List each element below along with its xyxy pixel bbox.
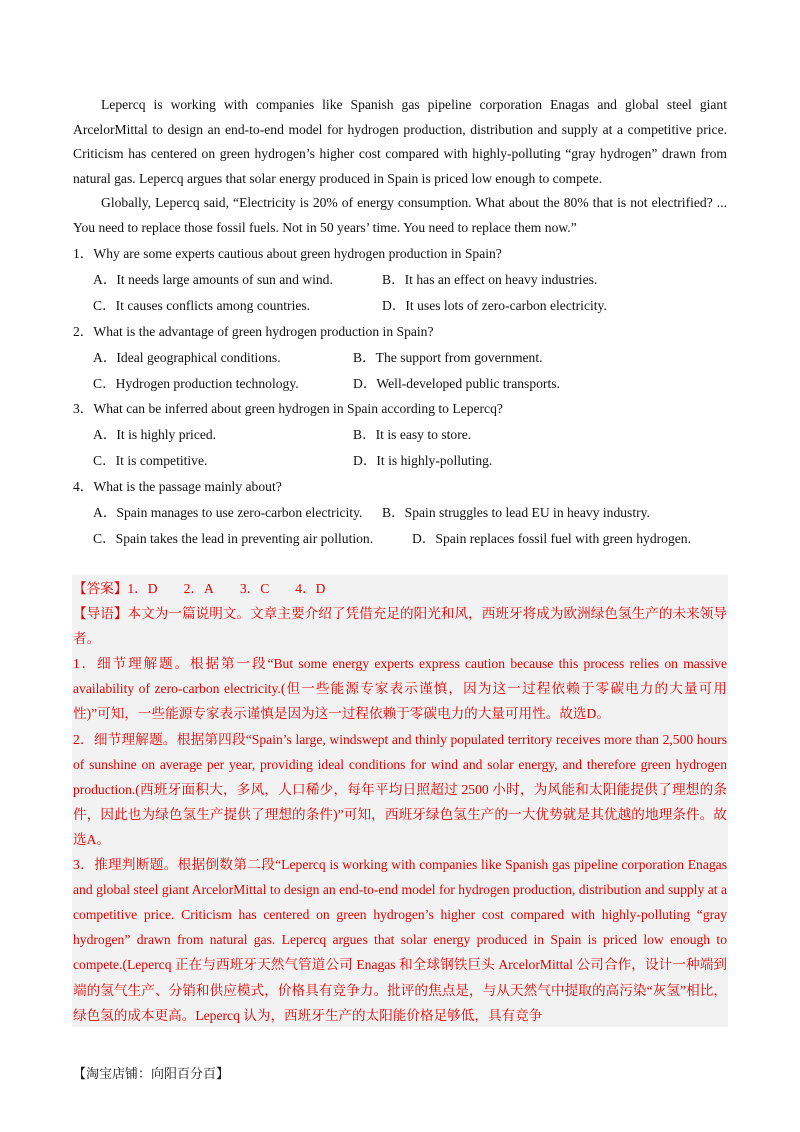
option-row (73, 500, 733, 526)
answer-key (73, 576, 727, 601)
option-row (73, 371, 733, 397)
option-d: D．It is highly-polluting. (353, 453, 493, 469)
question-stem: 2．What is the advantage of green hydrogen production in Spain? (73, 323, 434, 339)
answer-3: 3．C (239, 581, 270, 596)
option-row (73, 448, 733, 474)
answer-label: 【答案】 (73, 581, 128, 596)
option-c: C．It causes conflicts among countries. (93, 297, 311, 313)
option-b: B．The support from government. (353, 349, 543, 365)
explanation-2: 2．细节理解题。根据第四段“Spain’s large, windswept and thinly populated territory receives more than 2,500 hours of sunshine on average per year, providing ideal conditions for wind and solar energy, and therefore green hydrogen production.(西班牙面积大，多风，人口稀少，每年平均日照超过 2500 小时，为风能和太阳能提供了理想的条件，因此也为绿色氢生产提供了理想的条件)”可知，西班牙绿色氢生产的一大优势就是其优越的地理条件。故选A。 (73, 731, 727, 847)
option-c: C．Spain takes the lead in preventing air pollution. (93, 530, 374, 546)
question-list (73, 241, 733, 552)
option-d: D．Spain replaces fossil fuel with green hydrogen. (412, 530, 691, 546)
option-d: D．It uses lots of zero-carbon electricity. (382, 297, 607, 313)
option-b: B．It has an effect on heavy industries. (382, 271, 598, 287)
question-stem: 4．What is the passage mainly about? (73, 479, 282, 495)
option-a: A．Spain manages to use zero-carbon electricity. (93, 505, 363, 521)
question-1 (73, 241, 733, 319)
question-4 (73, 474, 733, 552)
option-a: A．Ideal geographical conditions. (93, 349, 281, 365)
option-row (73, 422, 733, 448)
passage (73, 93, 727, 241)
option-d: D．Well-developed public transports. (353, 375, 560, 391)
answer-4: 4．D (295, 581, 326, 596)
explanation-3: 3．推理判断题。根据倒数第二段“Lepercq is working with companies like Spanish gas pipeline corporation Enagas and global steel giant ArcelorMittal to design an end-to-end model for hydrogen production, distribution and supply at a competitive price. Criticism has centered on green hydrogen’s higher cost compared with highly-polluting “gray hydrogen” drawn from natural gas. Lepercq argues that solar energy produced in Spain is priced low enough to compete.(Lepercq 正在与西班牙天然气管道公司 Enagas 和全球钢铁巨头 ArcelorMittal 公司合作，设计一种端到端的氢气生产、分销和供应模式，价格具有竞争力。批评的焦点是，与从天然气中提取的高污染“灰氢”相比，绿色氢的成本更高。Lepercq 认为，西班牙生产的太阳能价格足够低，具有竞争 (73, 857, 727, 1023)
answer-1: 1．D (127, 581, 158, 596)
option-c: C．It is competitive. (93, 453, 208, 469)
passage-paragraph-1: Lepercq is working with companies like Spanish gas pipeline corporation Enagas and global steel giant ArcelorMittal to design an end-to-end model for hydrogen production, distribution and supply at a competitive price. Criticism has centered on green hydrogen’s higher cost compared with highly-polluting “gray hydrogen” drawn from natural gas. Lepercq argues that solar energy produced in Spain is priced low enough to compete. (73, 97, 727, 186)
option-row (73, 267, 733, 293)
footer-shop-label: 【淘宝店铺：向阳百分百】 (73, 1066, 230, 1081)
option-a: A．It needs large amounts of sun and wind. (93, 271, 333, 287)
question-stem: 1．Why are some experts cautious about green hydrogen production in Spain? (73, 246, 502, 261)
option-b: B．Spain struggles to lead EU in heavy industry. (382, 505, 650, 521)
question-2 (73, 319, 733, 397)
option-row (73, 293, 733, 319)
answer-2: 2．A (183, 581, 214, 596)
answer-section (73, 576, 727, 1028)
question-stem: 3．What can be inferred about green hydrogen in Spain according to Lepercq? (73, 401, 503, 417)
explanation-1: 1．细节理解题。根据第一段“But some energy experts express caution because this process relies on massive availability of zero-carbon electricity.(但一些能源专家表示谨慎，因为这一过程依赖于零碳电力的大量可用性)”可知，一些能源专家表示谨慎是因为这一过程依赖于零碳电力的大量可用性。故选D。 (73, 656, 727, 722)
option-row (73, 526, 733, 552)
guide-intro: 【导语】本文为一篇说明文。文章主要介绍了凭借充足的阳光和风，西班牙将成为欧洲绿色氢生产的未来领导者。 (73, 606, 727, 647)
option-row (73, 345, 733, 371)
passage-paragraph-2: Globally, Lepercq said, “Electricity is 20% of energy consumption. What about the 80% that is not electrified? ... You need to replace those fossil fuels. Not in 50 years’ time. You need to replace them now.” (73, 195, 727, 235)
question-3 (73, 396, 733, 474)
option-b: B．It is easy to store. (353, 427, 472, 443)
option-c: C．Hydrogen production technology. (93, 375, 299, 391)
option-a: A．It is highly priced. (93, 427, 217, 443)
